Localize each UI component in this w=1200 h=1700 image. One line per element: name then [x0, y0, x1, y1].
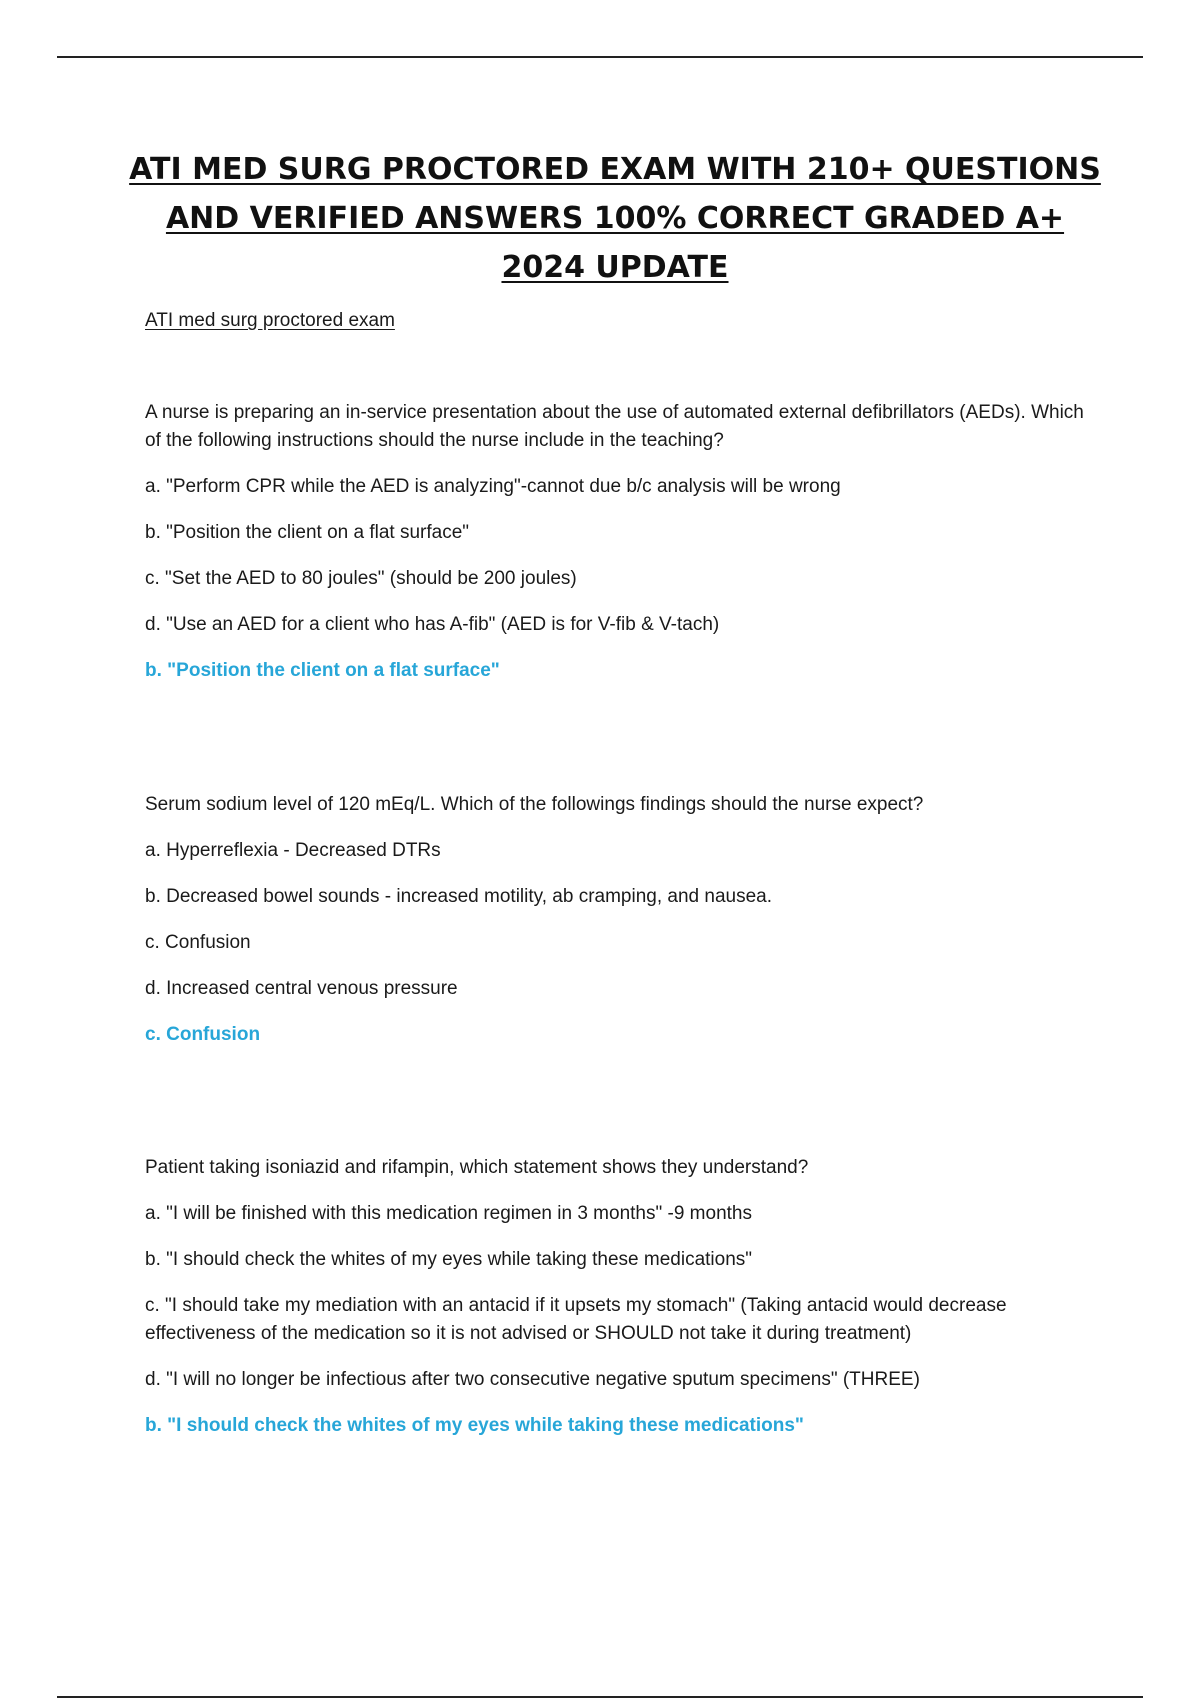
- answer-option-a: a. Hyperreflexia - Decreased DTRs: [145, 840, 441, 861]
- document-subtitle: ATI med surg proctored exam: [145, 310, 395, 331]
- question-text: A nurse is preparing an in-service presentation about the use of automated external defibrillators (AEDs). Which of the following instructions should the nurse include in the teaching?: [145, 402, 1084, 451]
- answer-option-b: b. Decreased bowel sounds - increased motility, ab cramping, and nausea.: [145, 886, 772, 907]
- correct-answer: b. "Position the client on a flat surface": [145, 660, 500, 681]
- answer-option-a: a. "Perform CPR while the AED is analyzing"-cannot due b/c analysis will be wrong: [145, 476, 841, 497]
- question-block: [145, 791, 1085, 1049]
- answer-option-c: c. Confusion: [145, 932, 251, 953]
- header-rule: [57, 56, 1143, 58]
- answer-option-b: b. "I should check the whites of my eyes while taking these medications": [145, 1249, 753, 1270]
- footer-rule: [57, 1696, 1143, 1698]
- answer-option-c: c. "I should take my mediation with an antacid if it upsets my stomach" (Taking antacid would decrease effectiveness of the medication so it is not advised or SHOULD not take it during treatment): [145, 1295, 1007, 1344]
- question-block: [145, 399, 1085, 685]
- answer-option-b: b. "Position the client on a flat surface": [145, 522, 470, 543]
- answer-option-c: c. "Set the AED to 80 joules" (should be 200 joules): [145, 568, 577, 589]
- correct-answer: b. "I should check the whites of my eyes while taking these medications": [145, 1415, 804, 1436]
- answer-option-a: a. "I will be finished with this medication regimen in 3 months" -9 months: [145, 1203, 752, 1224]
- question-block: [145, 1154, 1085, 1440]
- answer-option-d: d. Increased central venous pressure: [145, 978, 458, 999]
- question-text: Patient taking isoniazid and rifampin, which statement shows they understand?: [145, 1157, 809, 1178]
- document-title: ATI MED SURG PROCTORED EXAM WITH 210+ QUESTIONS AND VERIFIED ANSWERS 100% CORRECT GRADED A+ 2024 UPDATE: [129, 152, 1101, 285]
- correct-answer: c. Confusion: [145, 1024, 261, 1045]
- answer-option-d: d. "I will no longer be infectious after two consecutive negative sputum specimens" (THREE): [145, 1369, 920, 1390]
- answer-option-d: d. "Use an AED for a client who has A-fib" (AED is for V-fib & V-tach): [145, 614, 720, 635]
- question-text: Serum sodium level of 120 mEq/L. Which of the followings findings should the nurse expect?: [145, 794, 924, 815]
